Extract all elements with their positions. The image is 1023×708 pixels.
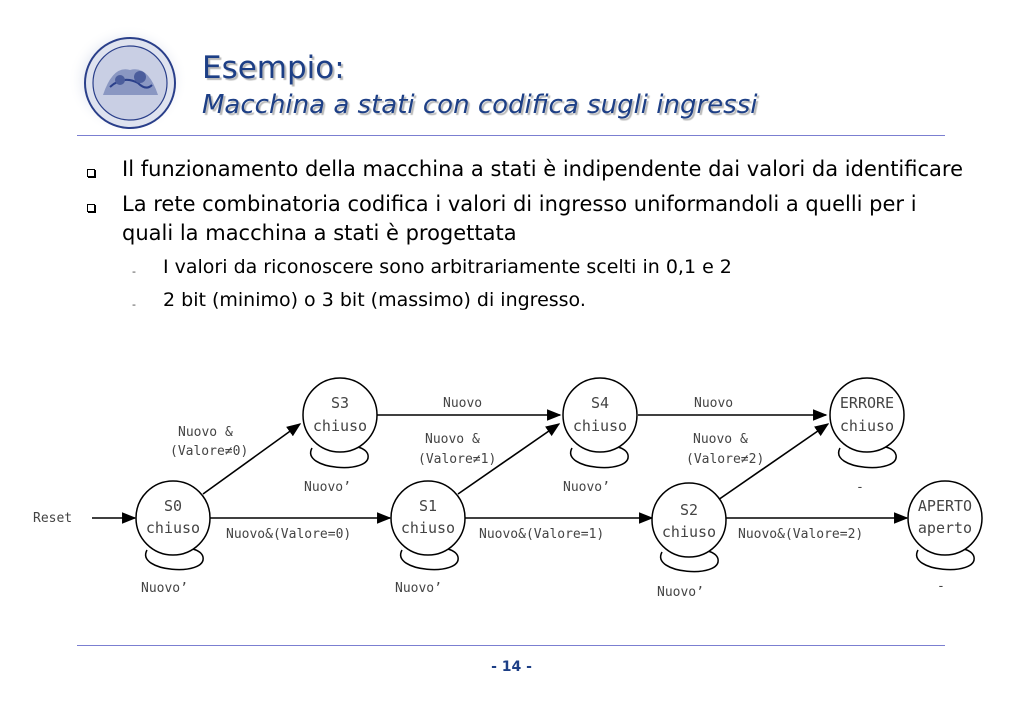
state-s1-output: chiuso — [400, 519, 456, 537]
loop-label-s2: Nuovo’ — [657, 585, 704, 600]
bullet-text: La rete combinatoria codifica i valori di ingresso uniformandoli a quelli per i quali la macchina a stati è progettata — [122, 192, 917, 245]
label-s0-s3-line2: (Valore≠0) — [170, 444, 249, 459]
label-s2-aperto: Nuovo&(Valore=2) — [738, 527, 864, 542]
bottom-divider — [77, 645, 945, 646]
state-s4 — [563, 378, 637, 452]
state-errore-output: chiuso — [839, 417, 895, 435]
state-s0-name: S0 — [163, 497, 183, 515]
label-s1-s2: Nuovo&(Valore=1) — [479, 527, 605, 542]
label-s4-errore: Nuovo — [694, 396, 734, 411]
label-s0-s1: Nuovo&(Valore=0) — [226, 527, 352, 542]
label-s2-errore-line2: (Valore≠2) — [686, 452, 765, 467]
state-s3 — [303, 378, 377, 452]
state-errore — [830, 378, 904, 452]
loop-label-s3: Nuovo’ — [304, 480, 351, 495]
state-s2-name: S2 — [679, 501, 699, 519]
state-s2-output: chiuso — [661, 523, 717, 541]
state-s1 — [391, 481, 465, 555]
loop-label-aperto: - — [937, 579, 945, 594]
state-s2 — [652, 483, 726, 557]
loop-label-s4: Nuovo’ — [563, 480, 610, 495]
state-errore-name: ERRORE — [839, 394, 895, 412]
loop-label-s0: Nuovo’ — [141, 581, 188, 596]
state-s1-name: S1 — [418, 497, 438, 515]
state-s4-output: chiuso — [572, 417, 628, 435]
label-s3-s4: Nuovo — [443, 396, 483, 411]
state-s4-name: S4 — [590, 394, 610, 412]
state-s0-output: chiuso — [145, 519, 201, 537]
bullet-text: Il funzionamento della macchina a stati è indipendente dai valori da identificare — [122, 157, 964, 181]
state-s3-name: S3 — [330, 394, 350, 412]
reset-label: Reset — [33, 511, 73, 526]
state-aperto — [908, 481, 982, 555]
page-number: - 14 - — [491, 659, 532, 675]
slide-subtitle: Macchina a stati con codifica sugli ingressi — [202, 90, 758, 120]
label-s2-errore-line1: Nuovo & — [693, 432, 748, 447]
state-s0 — [136, 481, 210, 555]
sub-bullet-text: 2 bit (minimo) o 3 bit (massimo) di ingresso. — [163, 289, 586, 311]
label-s1-s4-line2: (Valore≠1) — [418, 452, 497, 467]
dash-bullet-icon: - — [132, 298, 136, 311]
state-s3-output: chiuso — [312, 417, 368, 435]
state-aperto-output: aperto — [917, 519, 973, 537]
loop-label-s1: Nuovo’ — [395, 581, 442, 596]
sub-bullet-text: I valori da riconoscere sono arbitrariamente scelti in 0,1 e 2 — [163, 256, 732, 278]
loop-label-errore: - — [856, 480, 864, 495]
slide-title: Esempio: — [202, 50, 345, 86]
label-s0-s3-line1: Nuovo & — [178, 425, 233, 440]
dash-bullet-icon: - — [132, 265, 136, 278]
state-aperto-name: APERTO — [917, 497, 973, 515]
label-s1-s4-line1: Nuovo & — [425, 432, 480, 447]
